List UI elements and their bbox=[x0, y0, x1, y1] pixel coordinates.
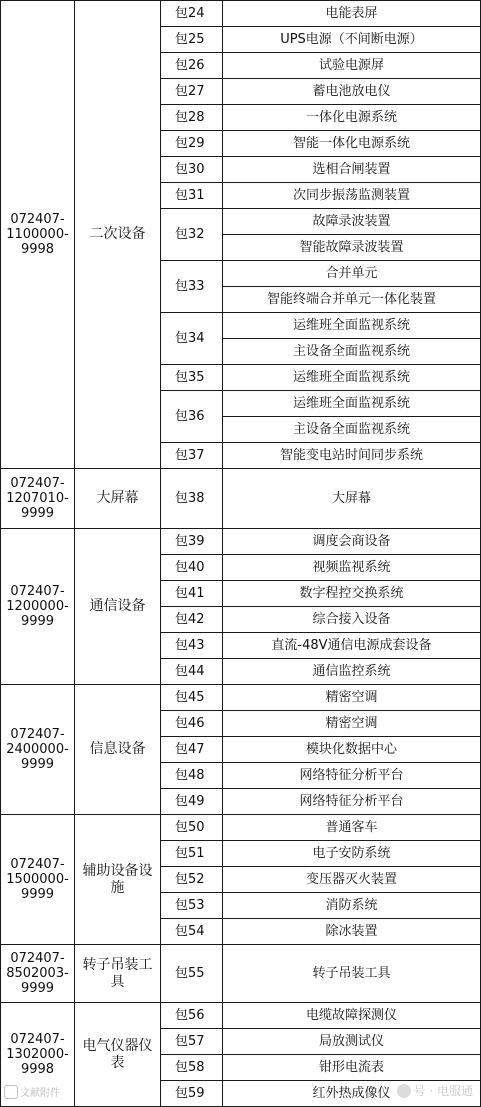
item-name-cell: 局放测试仪 bbox=[223, 1029, 481, 1055]
item-name-cell: 消防系统 bbox=[223, 893, 481, 919]
item-name-cell: 除冰装置 bbox=[223, 919, 481, 945]
package-number-cell: 包39 bbox=[161, 529, 223, 555]
package-number-cell: 包47 bbox=[161, 737, 223, 763]
category-cell: 辅助设备设 施 bbox=[75, 815, 161, 945]
item-name-cell: 网络特征分析平台 bbox=[223, 789, 481, 815]
material-code-cell: 072407- 8502003- 9999 bbox=[1, 945, 75, 1003]
package-number-cell: 包41 bbox=[161, 581, 223, 607]
package-number-cell: 包52 bbox=[161, 867, 223, 893]
package-number-cell: 包36 bbox=[161, 391, 223, 443]
item-name-cell: 智能故障录波装置 bbox=[223, 235, 481, 261]
category-cell: 大屏幕 bbox=[75, 469, 161, 529]
item-name-cell: 变压器灭火装置 bbox=[223, 867, 481, 893]
category-cell: 电气仪器仪 表 bbox=[75, 1003, 161, 1107]
category-cell: 转子吊装工 具 bbox=[75, 945, 161, 1003]
item-name-cell: 大屏幕 bbox=[223, 469, 481, 529]
item-name-cell: 主设备全面监视系统 bbox=[223, 417, 481, 443]
item-name-cell: 网络特征分析平台 bbox=[223, 763, 481, 789]
package-number-cell: 包37 bbox=[161, 443, 223, 469]
item-name-cell: 电能表屏 bbox=[223, 1, 481, 27]
package-number-cell: 包25 bbox=[161, 27, 223, 53]
category-cell: 二次设备 bbox=[75, 1, 161, 469]
item-name-cell: 钳形电流表 bbox=[223, 1055, 481, 1081]
package-number-cell: 包35 bbox=[161, 365, 223, 391]
table-row bbox=[1, 1003, 481, 1029]
package-number-cell: 包31 bbox=[161, 183, 223, 209]
material-code-cell: 072407- 1200000- 9999 bbox=[1, 529, 75, 685]
item-name-cell: 运维班全面监视系统 bbox=[223, 313, 481, 339]
material-code-cell: 072407- 1500000- 9999 bbox=[1, 815, 75, 945]
package-number-cell: 包45 bbox=[161, 685, 223, 711]
package-number-cell: 包53 bbox=[161, 893, 223, 919]
table-row bbox=[1, 469, 481, 529]
package-number-cell: 包40 bbox=[161, 555, 223, 581]
category-cell: 通信设备 bbox=[75, 529, 161, 685]
package-number-cell: 包48 bbox=[161, 763, 223, 789]
item-name-cell: 故障录波装置 bbox=[223, 209, 481, 235]
table-row bbox=[1, 529, 481, 555]
package-number-cell: 包30 bbox=[161, 157, 223, 183]
package-number-cell: 包51 bbox=[161, 841, 223, 867]
item-name-cell: 蓄电池放电仪 bbox=[223, 79, 481, 105]
item-name-cell: 试验电源屏 bbox=[223, 53, 481, 79]
package-number-cell: 包55 bbox=[161, 945, 223, 1003]
package-number-cell: 包28 bbox=[161, 105, 223, 131]
item-name-cell: 精密空调 bbox=[223, 711, 481, 737]
package-number-cell: 包43 bbox=[161, 633, 223, 659]
package-number-cell: 包38 bbox=[161, 469, 223, 529]
package-number-cell: 包24 bbox=[161, 1, 223, 27]
item-name-cell: 数字程控交换系统 bbox=[223, 581, 481, 607]
package-number-cell: 包42 bbox=[161, 607, 223, 633]
item-name-cell: 电子安防系统 bbox=[223, 841, 481, 867]
item-name-cell: 智能变电站时间同步系统 bbox=[223, 443, 481, 469]
package-number-cell: 包33 bbox=[161, 261, 223, 313]
item-name-cell: 直流-48V通信电源成套设备 bbox=[223, 633, 481, 659]
item-name-cell: 转子吊装工具 bbox=[223, 945, 481, 1003]
package-number-cell: 包27 bbox=[161, 79, 223, 105]
table-row bbox=[1, 945, 481, 1003]
package-number-cell: 包26 bbox=[161, 53, 223, 79]
package-number-cell: 包32 bbox=[161, 209, 223, 261]
package-number-cell: 包34 bbox=[161, 313, 223, 365]
package-number-cell: 包54 bbox=[161, 919, 223, 945]
item-name-cell: 精密空调 bbox=[223, 685, 481, 711]
package-number-cell: 包44 bbox=[161, 659, 223, 685]
item-name-cell: 主设备全面监视系统 bbox=[223, 339, 481, 365]
package-number-cell: 包49 bbox=[161, 789, 223, 815]
package-number-cell: 包59 bbox=[161, 1081, 223, 1107]
package-number-cell: 包50 bbox=[161, 815, 223, 841]
watermark-logo-icon bbox=[4, 1085, 18, 1099]
package-number-cell: 包57 bbox=[161, 1029, 223, 1055]
package-number-cell: 包29 bbox=[161, 131, 223, 157]
item-name-cell: 视频监视系统 bbox=[223, 555, 481, 581]
table-row bbox=[1, 1, 481, 27]
material-code-cell: 072407- 1302000- 9998 bbox=[1, 1003, 75, 1107]
item-name-cell: 智能一体化电源系统 bbox=[223, 131, 481, 157]
item-name-cell: 模块化数据中心 bbox=[223, 737, 481, 763]
watermark-right bbox=[397, 1082, 473, 1099]
item-name-cell: 合并单元 bbox=[223, 261, 481, 287]
item-name-cell: 普通客车 bbox=[223, 815, 481, 841]
table-row bbox=[1, 815, 481, 841]
item-name-cell: 通信监控系统 bbox=[223, 659, 481, 685]
item-name-cell: 运维班全面监视系统 bbox=[223, 391, 481, 417]
table-row bbox=[1, 685, 481, 711]
item-name-cell: 红外热成像仪 bbox=[223, 1081, 481, 1107]
category-cell: 信息设备 bbox=[75, 685, 161, 815]
watermark-left-text: 文献附件 bbox=[20, 1088, 60, 1099]
item-name-cell: 综合接入设备 bbox=[223, 607, 481, 633]
item-name-cell: UPS电源（不间断电源） bbox=[223, 27, 481, 53]
item-name-cell: 次同步振荡监测装置 bbox=[223, 183, 481, 209]
watermark-avatar-icon bbox=[397, 1084, 411, 1098]
package-number-cell: 包56 bbox=[161, 1003, 223, 1029]
item-name-cell: 电缆故障探测仪 bbox=[223, 1003, 481, 1029]
item-name-cell: 智能终端合并单元一体化装置 bbox=[223, 287, 481, 313]
watermark-left bbox=[4, 1084, 60, 1099]
item-name-cell: 调度会商设备 bbox=[223, 529, 481, 555]
material-code-cell: 072407- 2400000- 9999 bbox=[1, 685, 75, 815]
item-name-cell: 选相合闸装置 bbox=[223, 157, 481, 183]
item-name-cell: 一体化电源系统 bbox=[223, 105, 481, 131]
material-code-cell: 072407- 1207010- 9999 bbox=[1, 469, 75, 529]
watermark-right-text: 号 · 电服通 bbox=[413, 1084, 473, 1098]
material-code-cell: 072407- 1100000- 9998 bbox=[1, 1, 75, 469]
item-name-cell: 运维班全面监视系统 bbox=[223, 365, 481, 391]
package-number-cell: 包46 bbox=[161, 711, 223, 737]
package-number-cell: 包58 bbox=[161, 1055, 223, 1081]
